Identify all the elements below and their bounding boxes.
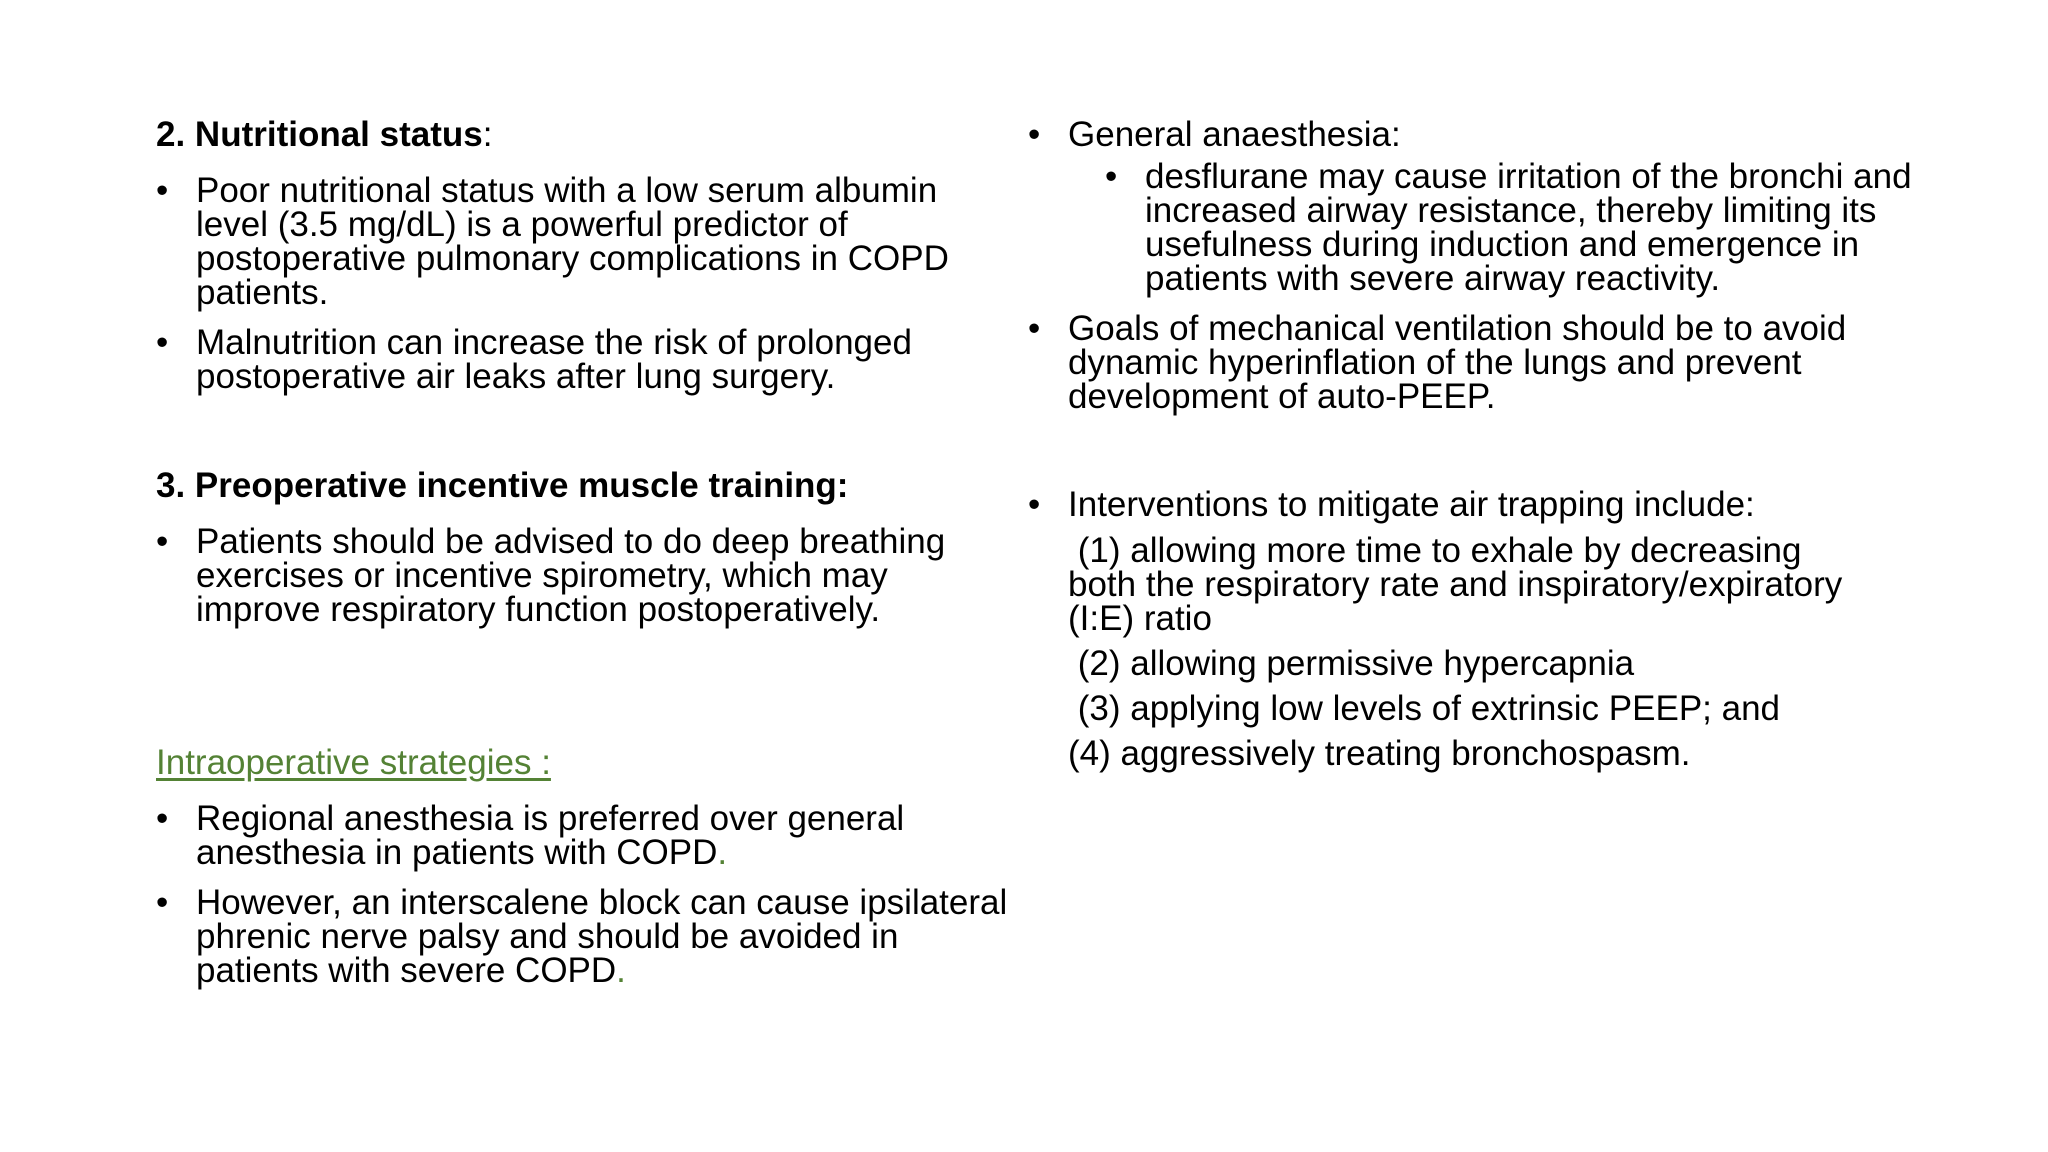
trailing-dot: . bbox=[616, 951, 626, 990]
training-heading bbox=[156, 466, 1016, 509]
trailing-dot: . bbox=[717, 833, 728, 872]
bullet-albumin: • Poor nutritional status with a low serum albumin level (3.5 mg/dL) is a powerful predictor of postoperative pulmonary complications in COPD patients. bbox=[156, 174, 1016, 310]
bullet-interscalene-block bbox=[156, 883, 1016, 990]
bullet-deep-breathing: • Patients should be advised to do deep breathing exercises or incentive spirometry, which may improve respiratory function postoperatively. bbox=[156, 525, 1016, 627]
intervention-item-1: (1) allowing more time to exhale by decreasing both the respiratory rate and inspiratory/expiratory (I:E) ratio bbox=[1068, 531, 1853, 638]
heading-number: 2. bbox=[156, 115, 195, 154]
heading-text: . Preoperative incentive muscle training: bbox=[175, 466, 849, 505]
left-column bbox=[156, 115, 1016, 990]
heading-colon: : bbox=[482, 115, 493, 154]
bullet-interventions: • Interventions to mitigate air trapping include: bbox=[1028, 488, 1928, 530]
intervention-item-4: (4) aggressively treating bronchospasm. bbox=[1068, 734, 1691, 773]
bullet-text: Regional anesthesia is preferred over general anesthesia in patients with COPD bbox=[196, 799, 905, 872]
bullet-general-anaesthesia: • General anaesthesia: bbox=[1028, 118, 1928, 158]
sub-bullet-desflurane: • desflurane may cause irritation of the bronchi and increased airway resistance, thereby limiting its usefulness during induction and emergence in patients with severe airway reactivity. bbox=[1028, 160, 1928, 296]
nutritional-status-heading bbox=[156, 115, 1016, 158]
intervention-item-2: (2) allowing permissive hypercapnia bbox=[1068, 644, 1635, 683]
intervention-item-3: (3) applying low levels of extrinsic PEEP; and bbox=[1068, 689, 1781, 728]
intraoperative-strategies-link[interactable]: Intraoperative strategies : bbox=[156, 743, 551, 782]
right-column bbox=[1028, 115, 1928, 782]
heading-text: Nutritional status bbox=[194, 115, 483, 154]
heading-number: 3 bbox=[156, 466, 176, 505]
bullet-malnutrition: • Malnutrition can increase the risk of prolonged postoperative air leaks after lung surgery. bbox=[156, 326, 1016, 394]
bullet-ventilation-goals: • Goals of mechanical ventilation should be to avoid dynamic hyperinflation of the lungs and prevent development of auto-PEEP. bbox=[1028, 312, 1928, 414]
bullet-regional-anesthesia bbox=[156, 799, 1016, 872]
bullet-text: However, an interscalene block can cause ipsilateral phrenic nerve palsy and should be avoided in patients with severe COPD bbox=[196, 883, 1008, 990]
